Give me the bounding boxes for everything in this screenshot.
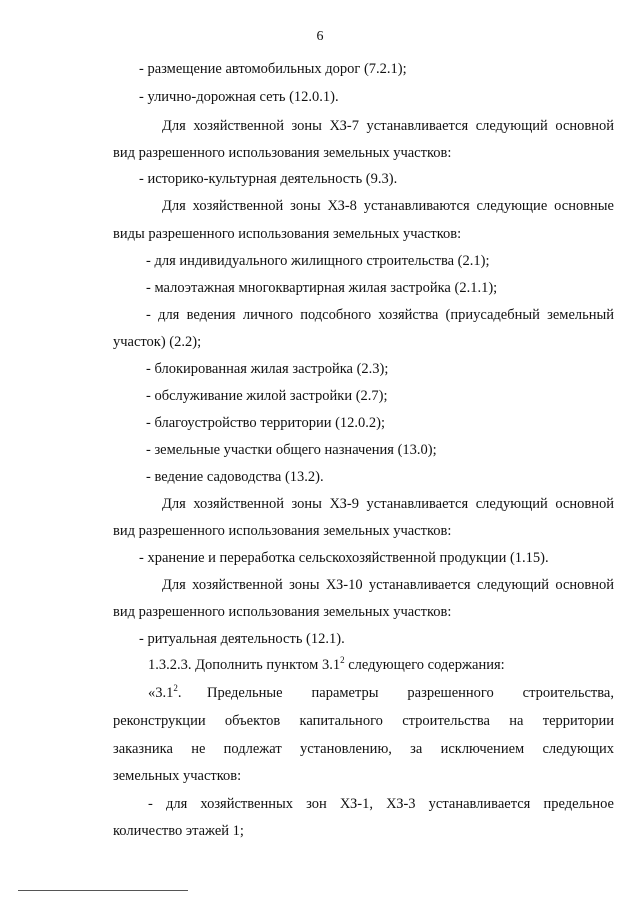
text-line: - историко-культурная деятельность (9.3). (139, 171, 398, 187)
text-line: - ведение садоводства (13.2). (146, 469, 324, 485)
text-line: - земельные участки общего назначения (13.0); (146, 442, 437, 458)
text-line: Для хозяйственной зоны ХЗ-8 устанавливаются следующие основные (162, 198, 614, 214)
text-line: - для ведения личного подсобного хозяйства (приусадебный земельный (146, 307, 614, 323)
text-line: - для индивидуального жилищного строительства (2.1); (146, 253, 490, 269)
text-fragment: 1.3.2.3. Дополнить пунктом 3.1 (148, 657, 341, 673)
clause-label (148, 684, 182, 702)
page-number: 6 (316, 29, 324, 44)
text-line: вид разрешенного использования земельных участков: (113, 604, 452, 620)
text-line: Для хозяйственной зоны ХЗ-9 устанавливается следующий основной (162, 496, 614, 512)
text-line: вид разрешенного использования земельных участков: (113, 145, 452, 161)
text-line: участок) (2.2); (113, 334, 202, 350)
text-line: количество этажей 1; (113, 823, 244, 839)
text-line: Для хозяйственной зоны ХЗ-7 устанавливается следующий основной (162, 118, 614, 134)
text-line: реконструкции объектов капитального строительства на территории (113, 713, 614, 729)
text-line: - малоэтажная многоквартирная жилая застройка (2.1.1); (146, 280, 498, 296)
text-fragment: следующего содержания: (344, 657, 505, 673)
text-fragment: . (177, 685, 182, 701)
text-line: - благоустройство территории (12.0.2); (146, 415, 386, 431)
text-line: земельных участков: (113, 768, 242, 784)
text-line: заказника не подлежат установлению, за исключением следующих (113, 741, 614, 757)
superscript: 2 (340, 655, 345, 666)
text-line: - хранение и переработка сельскохозяйственной продукции (1.15). (139, 550, 549, 566)
text-line: - улично-дорожная сеть (12.0.1). (139, 89, 339, 105)
text-line: - для хозяйственных зон ХЗ-1, ХЗ-3 устанавливается предельное (148, 796, 614, 812)
text-line: - ритуальная деятельность (12.1). (139, 631, 345, 647)
text-line: - обслуживание жилой застройки (2.7); (146, 388, 388, 404)
text-line: - размещение автомобильных дорог (7.2.1); (139, 61, 407, 77)
text-line: Для хозяйственной зоны ХЗ-10 устанавливается следующий основной (162, 577, 614, 593)
text-fragment: «3.1 (148, 685, 174, 701)
text-line (148, 656, 505, 674)
text-line: виды разрешенного использования земельных участков: (113, 226, 462, 242)
footer-divider (18, 890, 188, 891)
text-line: Предельные параметры разрешенного строительства, (207, 685, 614, 701)
text-line: вид разрешенного использования земельных участков: (113, 523, 452, 539)
superscript: 2 (173, 683, 178, 694)
text-line: - блокированная жилая застройка (2.3); (146, 361, 389, 377)
